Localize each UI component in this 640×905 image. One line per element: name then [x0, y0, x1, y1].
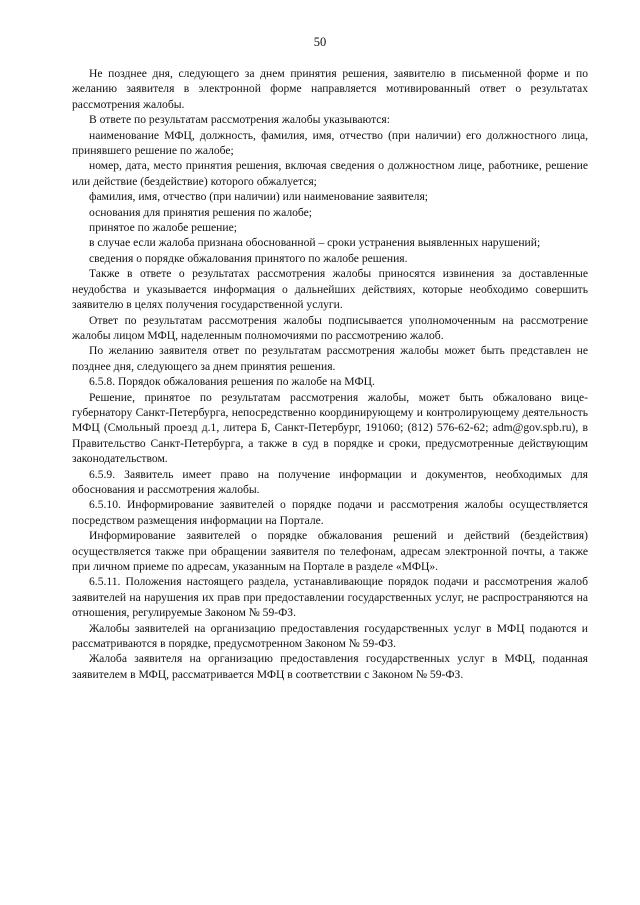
document-body	[72, 66, 588, 682]
section-heading: 6.5.8. Порядок обжалования решения по жалобе на МФЦ.	[89, 375, 375, 389]
paragraph: Жалобы заявителей на организацию предоставления государственных услуг в МФЦ подаются и рассматриваются в порядке, предусмотренном Законом № 59-ФЗ.	[72, 621, 588, 651]
paragraph: 6.5.9. Заявитель имеет право на получение информации и документов, необходимых для обоснования и рассмотрения жалобы.	[72, 467, 588, 496]
paragraph: Также в ответе о результатах рассмотрения жалобы приносятся извинения за доставленные неудобства и указывается информация о дальнейших действиях, которые необходимо совершить заявителю в целях получения государственной услуги.	[72, 267, 588, 312]
paragraph: 6.5.10. Информирование заявителей о порядке подачи и рассмотрения жалобы осуществляется посредством размещения информации на Портале.	[72, 498, 588, 527]
paragraph: наименование МФЦ, должность, фамилия, имя, отчество (при наличии) его должностного лица, принявшего решение по жалобе;	[72, 128, 588, 158]
paragraph: Жалоба заявителя на организацию предоставления государственных услуг в МФЦ, поданная заявителем в МФЦ, рассматривается МФЦ в соответствии с Законом № 59-ФЗ.	[72, 652, 588, 681]
paragraph: сведения о порядке обжалования принятого по жалобе решения.	[89, 251, 408, 265]
paragraph: В ответе по результатам рассмотрения жалобы указываются:	[89, 113, 390, 127]
paragraph: фамилия, имя, отчество (при наличии) или наименование заявителя;	[89, 190, 429, 204]
paragraph: Ответ по результатам рассмотрения жалобы подписывается уполномоченным на рассмотрение жалобы лицом МФЦ, наделенным полномочиями по рассмотрению жалоб.	[72, 313, 588, 342]
paragraph: 6.5.11. Положения настоящего раздела, устанавливающие порядок подачи и рассмотрения жалоб заявителей на нарушения их прав при предоставлении государственных услуг, не распространяются на отношения, регулируемые Законом № 59-ФЗ.	[72, 575, 588, 620]
paragraph: основания для принятия решения по жалобе;	[89, 205, 313, 219]
paragraph: По желанию заявителя ответ по результатам рассмотрения жалобы может быть представлен не позднее дня, следующего за днем принятия решения.	[72, 344, 588, 373]
paragraph: принятое по жалобе решение;	[89, 221, 237, 235]
page-number: 50	[313, 35, 327, 49]
paragraph: Решение, принятое по результатам рассмотрения жалобы, может быть обжаловано вице-губернатору Санкт-Петербурга, непосредственно координирующему и контролирующему деятельность МФЦ (Смольный проезд д.1, литера Б, Санкт-Петербург, 191060; (812) 576-62-62; adm@gov.spb.ru), в Правительство Санкт-Петербурга, а также в суд в порядке и сроки, предусмотренные действующим законодательством.	[72, 390, 588, 466]
paragraph: Информирование заявителей о порядке обжалования решений и действий (бездействия) осуществляется также при обращении заявителя по телефонам, адресам электронной почты, а также при личном приеме по адресам, указанным на Портале в разделе «МФЦ».	[72, 529, 588, 573]
paragraph: номер, дата, место принятия решения, включая сведения о должностном лице, работнике, решение или действие (бездействие) которого обжалуется;	[72, 159, 588, 188]
paragraph: Не позднее дня, следующего за днем принятия решения, заявителю в письменной форме и по желанию заявителя в электронной форме направляется мотивированный ответ о результатах рассмотрения жалобы.	[72, 67, 588, 111]
paragraph: в случае если жалоба признана обоснованной – сроки устранения выявленных нарушений;	[89, 236, 541, 250]
